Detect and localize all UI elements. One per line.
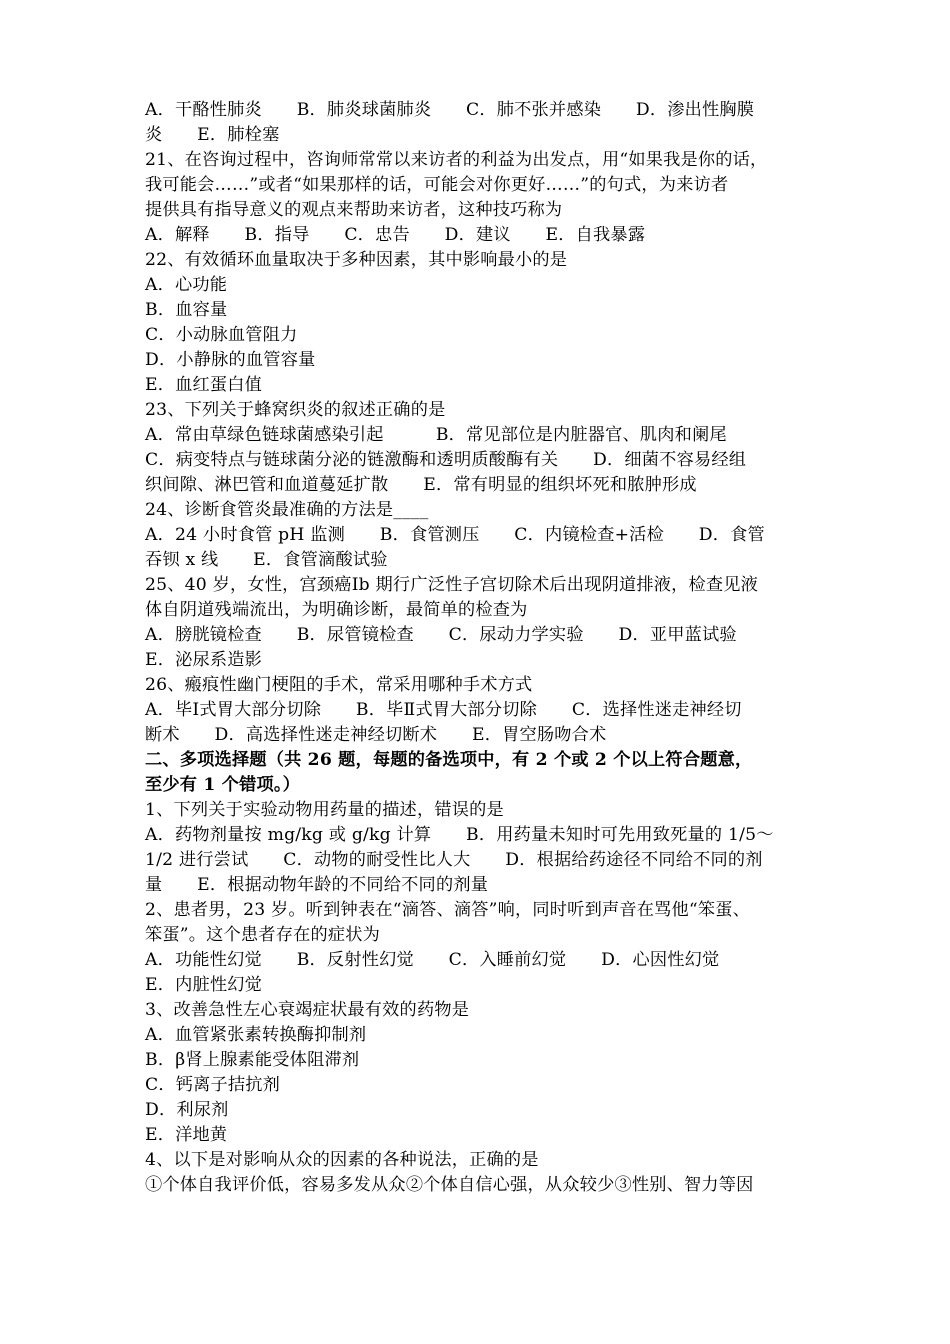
text-line: A．干酪性肺炎 B．肺炎球菌肺炎 C．肺不张并感染 D．渗出性胸膜 [145, 100, 755, 120]
text-line: 炎 E．肺栓塞 [145, 125, 280, 145]
option-line: D．小静脉的血管容量 [145, 350, 316, 370]
option-line: B．β肾上腺素能受体阻滞剂 [145, 1050, 360, 1070]
option-line: A．血管紧张素转换酶抑制剂 [145, 1025, 367, 1045]
option-line: A．常由草绿色链球菌感染引起 B．常见部位是内脏器官、肌肉和阑尾 [145, 425, 727, 445]
option-line: B．血容量 [145, 300, 228, 320]
option-line: A．毕Ⅰ式胃大部分切除 B．毕Ⅱ式胃大部分切除 C．选择性迷走神经切 [145, 700, 742, 720]
question-4-stem: 4、以下是对影响从众的因素的各种说法，正确的是 [145, 1150, 539, 1170]
text-line: 我可能会……”或者“如果那样的话，可能会对你更好……”的句式，为来访者 [145, 175, 729, 195]
question-24-stem: 24、诊断食管炎最准确的方法是____ [145, 500, 429, 520]
option-line: A．药物剂量按 mg/kg 或 g/kg 计算 B．用药量未知时可先用致死量的 1/5～ [145, 825, 774, 845]
option-line: D．利尿剂 [145, 1100, 229, 1120]
option-line: 1/2 进行尝试 C．动物的耐受性比人大 D．根据给药途径不同给不同的剂 [145, 850, 763, 870]
option-line: 织间隙、淋巴管和血道蔓延扩散 E．常有明显的组织坏死和脓肿形成 [145, 475, 697, 495]
option-line: C．小动脉血管阻力 [145, 325, 298, 345]
option-line: A．膀胱镜检查 B．尿管镜检查 C．尿动力学实验 D．亚甲蓝试验 [145, 625, 737, 645]
option-line: A．24 小时食管 pH 监测 B．食管测压 C．内镜检查+活检 D．食管 [145, 525, 765, 545]
option-line: 量 E．根据动物年龄的不同给不同的剂量 [145, 875, 489, 895]
option-line: 断术 D．高选择性迷走神经切断术 E．胃空肠吻合术 [145, 725, 607, 745]
option-line: A．心功能 [145, 275, 228, 295]
question-26-stem: 26、瘢痕性幽门梗阻的手术，常采用哪种手术方式 [145, 675, 533, 695]
text-line: 体自阴道残端流出，为明确诊断，最简单的检查为 [145, 600, 528, 620]
option-line: E．血红蛋白值 [145, 375, 263, 395]
question-23-stem: 23、下列关于蜂窝织炎的叙述正确的是 [145, 400, 446, 420]
question-2-stem: 2、患者男，23 岁。听到钟表在“滴答、滴答”响，同时听到声音在骂他“笨蛋、 [145, 900, 751, 920]
option-line: E．泌尿系造影 [145, 650, 263, 670]
question-22-stem: 22、有效循环血量取决于多种因素，其中影响最小的是 [145, 250, 568, 270]
text-line: 提供具有指导意义的观点来帮助来访者，这种技巧称为 [145, 200, 563, 220]
question-3-stem: 3、改善急性左心衰竭症状最有效的药物是 [145, 1000, 470, 1020]
option-line: C．钙离子拮抗剂 [145, 1075, 281, 1095]
question-21-stem: 21、在咨询过程中，咨询师常常以来访者的利益为出发点，用“如果我是你的话， [145, 150, 768, 170]
section-heading: 至少有 1 个错项。） [145, 775, 301, 795]
option-line: E．洋地黄 [145, 1125, 228, 1145]
text-line: 笨蛋”。这个患者存在的症状为 [145, 925, 381, 945]
option-line: 吞钡 x 线 E．食管滴酸试验 [145, 550, 388, 570]
question-1-stem: 1、下列关于实验动物用药量的描述，错误的是 [145, 800, 504, 820]
option-line: C．病变特点与链球菌分泌的链激酶和透明质酸酶有关 D．细菌不容易经组 [145, 450, 747, 470]
question-21-options: A．解释 B．指导 C．忠告 D．建议 E．自我暴露 [145, 225, 646, 245]
text-line: ①个体自我评价低，容易多发从众②个体自信心强，从众较少③性别、智力等因 [145, 1175, 754, 1195]
section-heading: 二、多项选择题（共 26 题，每题的备选项中，有 2 个或 2 个以上符合题意， [145, 750, 753, 770]
option-line: A．功能性幻觉 B．反射性幻觉 C．入睡前幻觉 D．心因性幻觉 [145, 950, 720, 970]
option-line: E．内脏性幻觉 [145, 975, 263, 995]
question-25-stem: 25、40 岁，女性，宫颈癌Ⅰb 期行广泛性子宫切除术后出现阴道排液，检查见液 [145, 575, 759, 595]
